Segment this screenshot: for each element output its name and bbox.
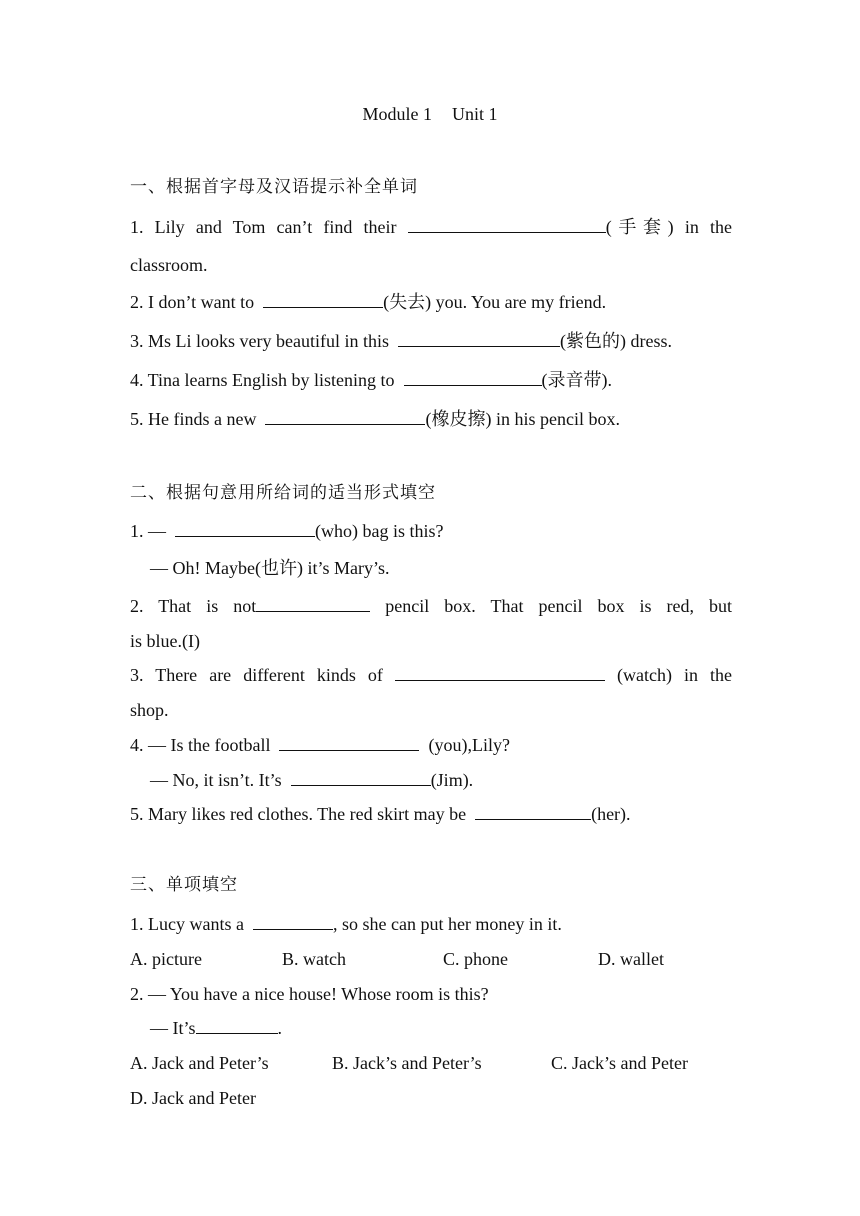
s1-q3: 3. Ms Li looks very beautiful in this (紫色的) dress. — [130, 331, 672, 351]
s2-q1-line1: 1. — (who) bag is this? — [130, 521, 444, 541]
section1-heading: 一、根据首字母及汉语提示补全单词 — [130, 177, 418, 197]
s1-q4: 4. Tina learns English by listening to (录音带). — [130, 370, 613, 390]
answer-blank[interactable] — [265, 408, 425, 425]
s3-q2-option-d[interactable]: D. Jack and Peter — [130, 1088, 256, 1108]
section3-heading: 三、单项填空 — [130, 875, 238, 895]
s2-q5: 5. Mary likes red clothes. The red skirt may be (her). — [130, 804, 631, 824]
s2-q1-line2: — Oh! Maybe(也许) it’s Mary’s. — [150, 558, 390, 578]
s2-q3-line2: shop. — [130, 700, 169, 720]
answer-blank[interactable] — [408, 216, 606, 233]
s3-q1-option-b[interactable]: B. watch — [282, 949, 346, 969]
s3-q2-option-b[interactable]: B. Jack’s and Peter’s — [332, 1053, 482, 1073]
page-title — [0, 104, 860, 125]
s3-q1-option-d[interactable]: D. wallet — [598, 949, 664, 969]
answer-blank[interactable] — [398, 330, 560, 347]
answer-blank[interactable] — [279, 734, 419, 751]
s1-q5: 5. He finds a new (橡皮擦) in his pencil box. — [130, 409, 620, 429]
answer-blank[interactable] — [196, 1017, 278, 1034]
s3-q1-option-a[interactable]: A. picture — [130, 949, 202, 969]
answer-blank[interactable] — [175, 520, 315, 537]
s2-q3-line1: 3. There are different kinds of (watch) in the — [130, 665, 732, 685]
section2-heading: 二、根据句意用所给词的适当形式填空 — [130, 483, 436, 503]
s3-q2-option-c[interactable]: C. Jack’s and Peter — [551, 1053, 688, 1073]
s2-q2-line2: is blue.(I) — [130, 631, 200, 651]
s3-q1-option-c[interactable]: C. phone — [443, 949, 508, 969]
s2-q2-line1: 2. That is not pencil box. That pencil box is red, but — [130, 596, 733, 616]
s2-q4-line1: 4. — Is the football (you),Lily? — [130, 735, 510, 755]
answer-blank[interactable] — [291, 769, 431, 786]
answer-blank[interactable] — [263, 291, 383, 308]
s1-q2: 2. I don’t want to (失去) you. You are my friend. — [130, 292, 607, 312]
s1-q1-line2: classroom. — [130, 255, 208, 275]
s1-q1-line1: 1. Lily and Tom can’t find their (手套) in the — [130, 217, 732, 237]
answer-blank[interactable] — [253, 913, 333, 930]
title-module: Module 1 — [362, 104, 432, 124]
answer-blank[interactable] — [256, 595, 370, 612]
s2-q4-line2: — No, it isn’t. It’s (Jim). — [150, 770, 474, 790]
answer-blank[interactable] — [395, 664, 605, 681]
title-unit: Unit 1 — [451, 104, 498, 124]
answer-blank[interactable] — [404, 369, 542, 386]
s3-q2-option-a[interactable]: A. Jack and Peter’s — [130, 1053, 269, 1073]
s3-q2-line2: — It’s . — [150, 1018, 283, 1038]
answer-blank[interactable] — [475, 803, 591, 820]
s3-q1: 1. Lucy wants a , so she can put her money in it. — [130, 914, 562, 934]
s3-q2-line1: 2. — You have a nice house! Whose room is this? — [130, 984, 489, 1004]
